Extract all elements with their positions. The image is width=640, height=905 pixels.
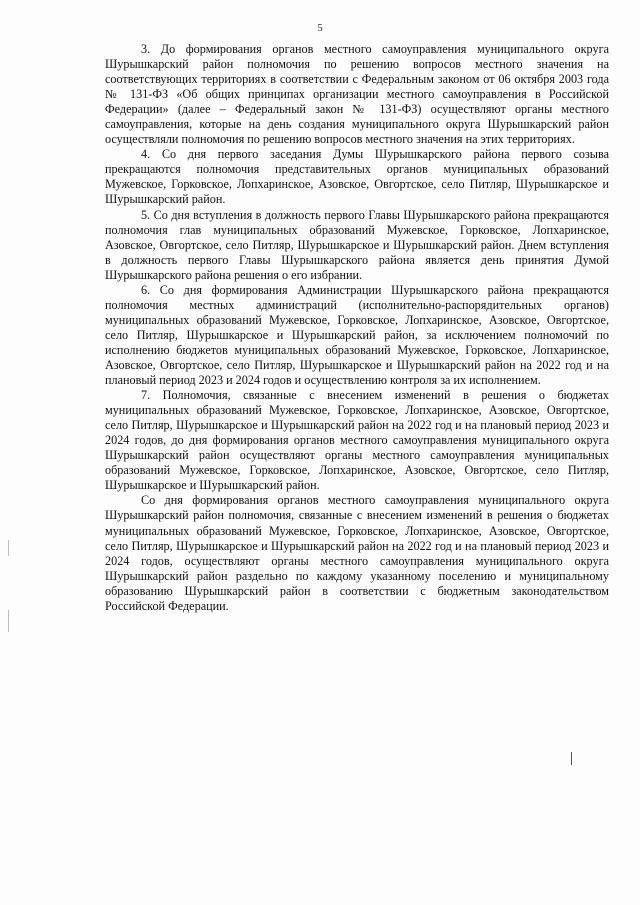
paragraph-5: 5. Со дня вступления в должность первого Главы Шурышкарского района прекращаются полномочия глав муниципальных образований Мужевское, Горковское, Лопхаринское, Азовское, Овгортское, село Питляр, Шурышкарское и Шурышкарский район. Днем вступления в должность первого Главы Шурышкарского района является день принятия Думой Шурышкарского района решения о его избрании. xyxy=(105,207,609,282)
paragraph-7-continuation: Со дня формирования органов местного самоуправления муниципального округа Шурышкарский район полномочия, связанные с внесением изменений в решения о бюджетах муниципальных образований Мужевское, Горковское, Лопхаринское, Азовское, Овгортское, село Питляр, Шурышкарское и Шурышкарский район на 2022 год и на плановый период 2023 и 2024 годов, осуществляют органы местного самоуправления муниципального округа Шурышкарский район раздельно по каждому указанному поселению и муниципальному образованию Шурышкарский район в соответствии с бюджетным законодательством Российской Федерации. xyxy=(105,493,609,613)
paragraph-6: 6. Со дня формирования Администрации Шурышкарского района прекращаются полномочия местных администраций (исполнительно-распорядительных органов) муниципальных образований Мужевское, Горковское, Лопхаринское, Азовское, Овгортское, село Питляр, Шурышкарское и Шурышкарский район, за исключением полномочий по исполнению бюджетов муниципальных образований Мужевское, Горковское, Лопхаринское, Азовское, Овгортское, село Питляр, Шурышкарское и Шурышкарский район на 2022 год и на плановый период 2023 и 2024 годов и осуществлению контроля за их исполнением. xyxy=(105,282,609,388)
paragraph-3: 3. До формирования органов местного самоуправления муниципального округа Шурышкарский район полномочия по решению вопросов местного значения на соответствующих территориях в соответствии с Федеральным законом от 06 октября 2003 года № 131-ФЗ «Об общих принципах организации местного самоуправления в Российской Федерации» (далее – Федеральный закон № 131-ФЗ) осуществляют органы местного самоуправления, которые на день создания муниципального округа Шурышкарский район осуществляли полномочия по решению вопросов местного значения на этих территориях. xyxy=(105,42,609,147)
paragraph-4: 4. Со дня первого заседания Думы Шурышкарского района первого созыва прекращаются полномочия представительных органов муниципальных образований Мужевское, Горковское, Лопхаринское, Азовское, Овгортское, село Питляр, Шурышкарское и Шурышкарский район. xyxy=(105,147,609,207)
paragraph-7: 7. Полномочия, связанные с внесением изменений в решения о бюджетах муниципальных образований Мужевское, Горковское, Лопхаринское, Азовское, Овгортское, село Питляр, Шурышкарское и Шурышкарский район на 2022 год и на плановый период 2023 и 2024 годов, до дня формирования органов местного самоуправления муниципального округа Шурышкарский район осуществляют органы местного самоуправления муниципальных образований Мужевское, Горковское, Лопхаринское, Азовское, Овгортское, село Питляр, Шурышкарское и Шурышкарский район. xyxy=(105,388,609,493)
page-number: 5 xyxy=(317,22,323,34)
document-body xyxy=(105,42,609,614)
scan-mark xyxy=(571,752,572,765)
scan-edge-mark xyxy=(8,610,9,632)
scan-edge-mark xyxy=(8,540,9,556)
